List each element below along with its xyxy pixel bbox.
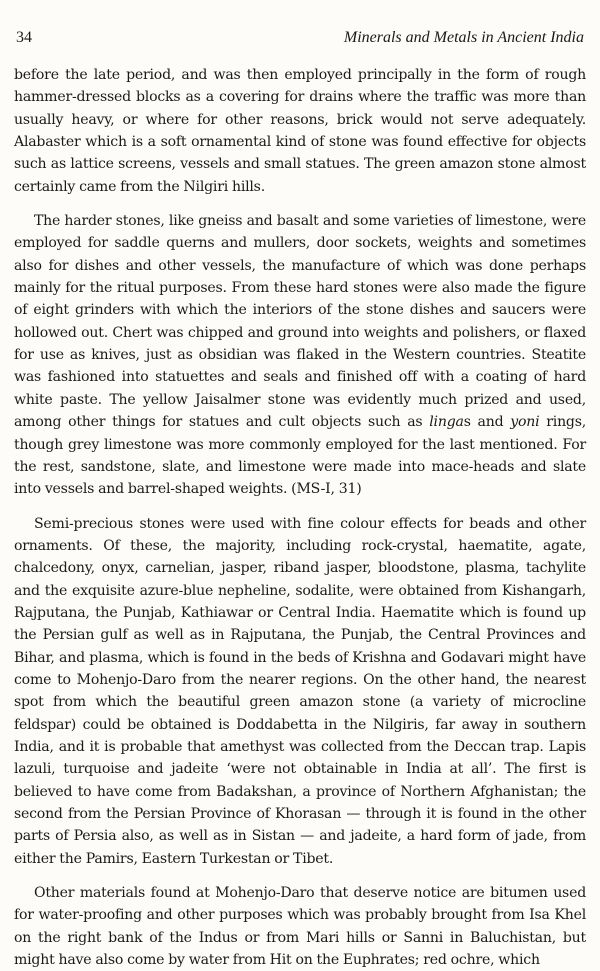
term-yoni: yoni xyxy=(510,414,540,431)
paragraph-2-text-b: s and xyxy=(463,414,511,431)
term-lingas: linga xyxy=(429,414,464,431)
running-head xyxy=(14,28,586,64)
paragraph-3: Semi-precious stones were used with fine colour effects for beads and other ornaments. Of these, the majority, including rock-crystal, haematite, agate, chalcedony, onyx, carnelian, jasper, riband jasper, bloodstone, plasma, tachylite and the exquisite azure-blue nepheline, sodalite, were obtained from Kishangarh, Rajputana, the Punjab, Kathiawar or Central India. Haematite which is found up the Persian gulf as well as in Rajputana, the Punjab, the Central Provinces and Bihar, and plasma, which is found in the beds of Krishna and Godavari might have come to Mohenjo-Daro from the nearer regions. On the other hand, the nearest spot from which the beautiful green amazon stone (a variety of microcline feldspar) could be obtained is Doddabetta in the Nilgiris, far away in southern India, and it is probable that amethyst was collected from the Deccan trap. Lapis lazuli, turquoise and jadeite ‘were not obtainable in India at all’. The first is believed to have come from Badakshan, a province of Northern Afghanistan; the second from the Persian Province of Khorasan — through it is found in the other parts of Persia also, as well as in Sistan — and jadeite, a hard form of jade, from either the Pamirs, Eastern Turkestan or Tibet. xyxy=(14,515,586,867)
paragraph-2-text-a: The harder stones, like gneiss and basalt and some varieties of limestone, were employed for saddle querns and mullers, door sockets, weights and sometimes also for dishes and other vessels, the manufacture of which was done perhaps mainly for the ritual purposes. From these hard stones were also made the figure of eight grinders with which the interiors of the stone dishes and saucers were hollowed out. Chert was chipped and ground into weights and polishers, or flaxed for use as knives, just as obsidian was flaked in the Western countries. Steatite was fashioned into statuettes and seals and finished off with a coating of hard white paste. The yellow Jaisalmer stone was evidently much prized and used, among other things for statues and cult objects such as xyxy=(14,213,586,431)
book-title: Minerals and Metals in Ancient India xyxy=(343,29,584,46)
body-text xyxy=(14,64,586,971)
paragraph-2 xyxy=(14,210,586,500)
paragraph-2-text-c: rings, though grey limestone was more commonly employed for the last mentioned. For the rest, sandstone, slate, and limestone were made into mace-heads and slate into vessels and barrel-shaped weights. (MS-I, 31) xyxy=(14,414,586,498)
paragraph-1: before the late period, and was then employed principally in the form of rough hammer-dressed blocks as a covering for drains where the traffic was more than usually heavy, or where for other reasons, brick would not serve adequately. Alabaster which is a soft ornamental kind of stone was found effective for objects such as lattice screens, vessels and small statues. The green amazon stone almost certainly came from the Nilgiri hills. xyxy=(14,67,586,195)
page-number: 34 xyxy=(16,29,32,46)
paragraph-4: Other materials found at Mohenjo-Daro that deserve notice are bitumen used for water-proofing and other purposes which was probably brought from Isa Khel on the right bank of the Indus or from Mari hills or Sanni in Baluchistan, but might have also come by water from Hit on the Euphrates; red ochre, which xyxy=(14,885,586,969)
